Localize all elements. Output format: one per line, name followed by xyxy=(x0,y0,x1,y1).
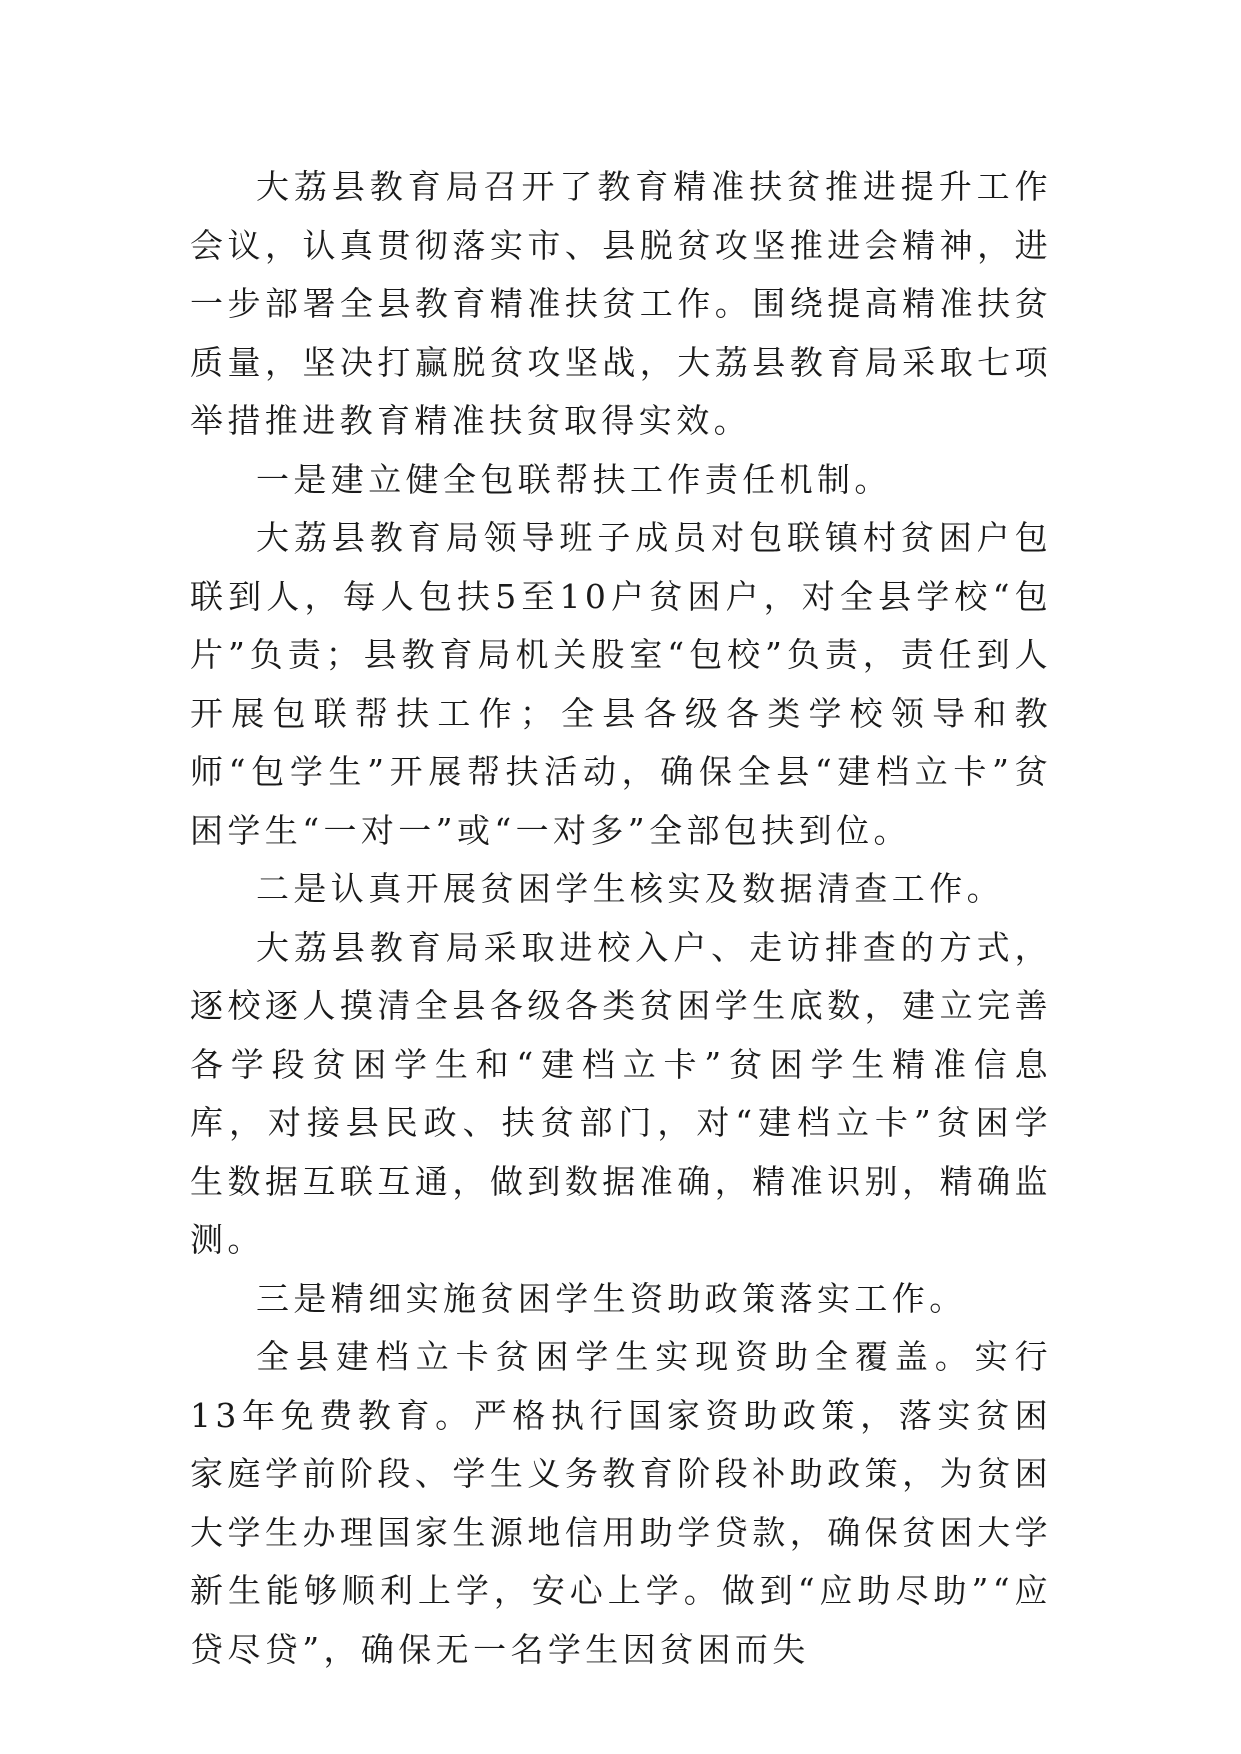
heading-measure-3: 三是精细实施贫困学生资助政策落实工作。 xyxy=(256,1278,967,1318)
paragraph-measure-2: 大荔县教育局采取进校入户、走访排查的方式，逐校逐人摸清全县各级各类贫困学生底数，建立完善各学段贫困学生和“建档立卡”贫困学生精准信息库，对接县民政、扶贫部门，对“建档立卡”贫困学生数据互联互通，做到数据准确，精准识别，精确监测。 xyxy=(190,927,1052,1259)
paragraph-measure-3: 全县建档立卡贫困学生实现资助全覆盖。实行13年免费教育。严格执行国家资助政策，落实贫困家庭学前阶段、学生义务教育阶段补助政策，为贫困大学生办理国家生源地信用助学贷款，确保贫困大学新生能够顺利上学，安心上学。做到“应助尽助”“应贷尽贷”，确保无一名学生因贫困而失 xyxy=(190,1337,1052,1669)
heading-measure-2: 二是认真开展贫困学生核实及数据清查工作。 xyxy=(256,869,1004,908)
paragraph-intro: 大荔县教育局召开了教育精准扶贫推进提升工作会议，认真贯彻落实市、县脱贫攻坚推进会精神，进一步部署全县教育精准扶贫工作。围绕提高精准扶贫质量，坚决打赢脱贫攻坚战，大荔县教育局采取七项举措推进教育精准扶贫取得实效。 xyxy=(190,167,1052,440)
heading-measure-1: 一是建立健全包联帮扶工作责任机制。 xyxy=(256,459,892,499)
document-body xyxy=(190,158,1052,1679)
paragraph-measure-1: 大荔县教育局领导班子成员对包联镇村贫困户包联到人，每人包扶5至10户贫困户，对全县学校“包片”负责；县教育局机关股室“包校”负责，责任到人开展包联帮扶工作；全县各级各类学校领导和教师“包学生”开展帮扶活动，确保全县“建档立卡”贫困学生“一对一”或“一对多”全部包扶到位。 xyxy=(190,518,1052,850)
